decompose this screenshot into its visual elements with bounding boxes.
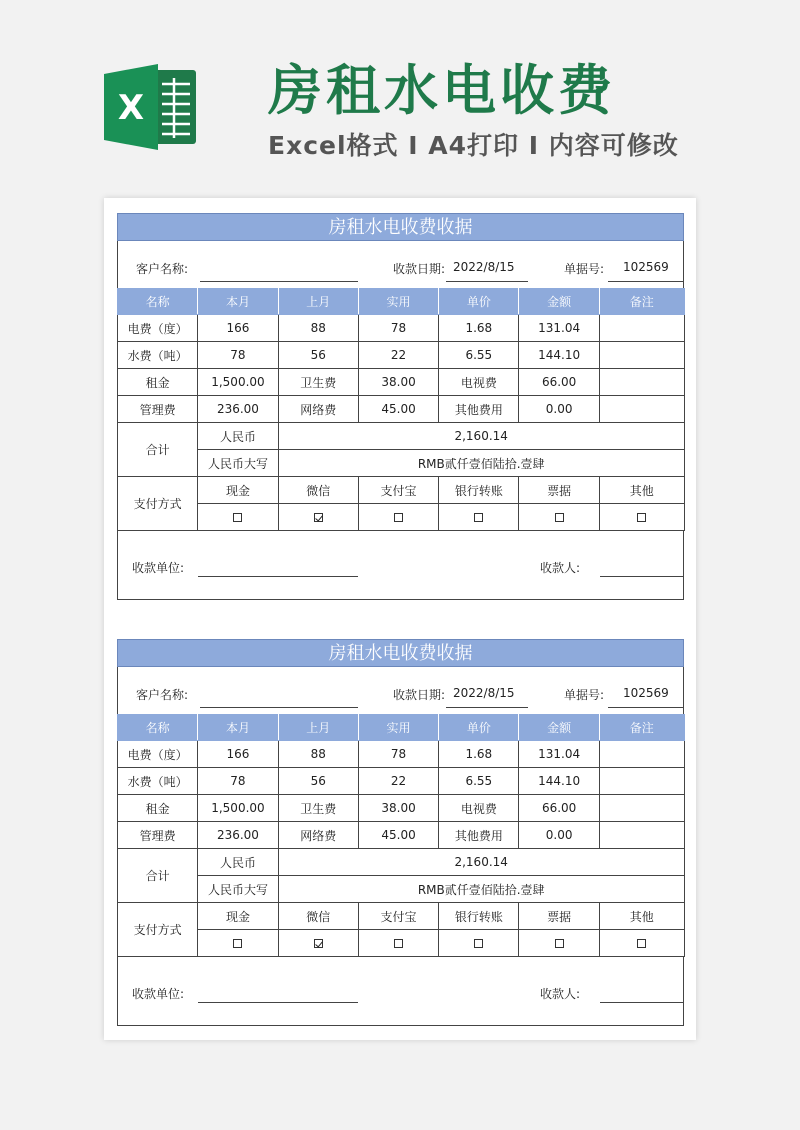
fee-table [117, 288, 685, 531]
table-cell[interactable]: 电视费 [439, 369, 519, 396]
payment-method-label: 票据 [519, 903, 599, 930]
customer-underline [200, 707, 358, 708]
doc-no-label: 单据号: [564, 262, 605, 276]
table-row [118, 741, 685, 768]
payment-checkbox-cell [599, 504, 684, 531]
doc-no-label: 单据号: [564, 688, 605, 702]
checkbox-icon[interactable] [555, 939, 564, 948]
payment-method-row [118, 903, 685, 930]
column-header: 单价 [439, 715, 519, 741]
payee-unit-label: 收款单位: [132, 987, 185, 1001]
payment-checkbox-cell [599, 930, 684, 957]
table-cell[interactable]: 236.00 [198, 822, 278, 849]
page-title: 房租水电收费 [268, 59, 616, 122]
rmb-upper-value[interactable]: RMB贰仟壹佰陆拾.壹肆 [278, 876, 684, 903]
payment-checkbox-cell [439, 930, 519, 957]
payment-method-label: 现金 [198, 477, 278, 504]
column-header: 名称 [118, 715, 198, 741]
column-header: 金额 [519, 289, 599, 315]
payment-checkbox-row [118, 930, 685, 957]
payment-method-label: 银行转账 [439, 477, 519, 504]
payment-checkbox-row [118, 504, 685, 531]
payment-method-row [118, 477, 685, 504]
receipt-form-2 [117, 639, 684, 1026]
doc-no-value[interactable]: 102569 [623, 686, 669, 700]
rmb-upper-label: 人民币大写 [198, 876, 278, 903]
rmb-label: 人民币 [198, 423, 278, 450]
receipt-title: 房租水电收费收据 [117, 213, 684, 241]
table-cell[interactable]: 131.04 [519, 741, 599, 768]
table-cell[interactable]: 6.55 [439, 768, 519, 795]
checkbox-icon[interactable] [474, 513, 483, 522]
column-header: 单价 [439, 289, 519, 315]
table-cell[interactable] [599, 315, 684, 342]
column-header: 备注 [599, 289, 684, 315]
table-cell[interactable]: 166 [198, 315, 278, 342]
payee-unit-label: 收款单位: [132, 561, 185, 575]
doc-no-value[interactable]: 102569 [623, 260, 669, 274]
payment-checkbox-cell [519, 930, 599, 957]
table-cell[interactable]: 78 [358, 315, 438, 342]
total-upper-row [118, 450, 685, 477]
column-header: 金额 [519, 715, 599, 741]
total-row [118, 849, 685, 876]
payment-method-label: 其他 [599, 477, 684, 504]
payment-method-label: 现金 [198, 903, 278, 930]
table-row [118, 822, 685, 849]
table-cell[interactable]: 78 [198, 768, 278, 795]
checkbox-icon[interactable] [637, 513, 646, 522]
payment-method-label: 其他 [599, 903, 684, 930]
excel-logo-icon [104, 62, 200, 152]
column-header: 名称 [118, 289, 198, 315]
table-cell[interactable]: 38.00 [358, 369, 438, 396]
table-cell[interactable]: 0.00 [519, 822, 599, 849]
table-cell[interactable] [599, 768, 684, 795]
table-cell[interactable]: 电视费 [439, 795, 519, 822]
table-cell[interactable]: 144.10 [519, 342, 599, 369]
rmb-value[interactable]: 2,160.14 [278, 423, 684, 450]
column-header: 实用 [358, 289, 438, 315]
payment-checkbox-cell [358, 930, 438, 957]
table-cell[interactable]: 0.00 [519, 396, 599, 423]
svg-text:X: X [117, 88, 145, 128]
payment-checkbox-cell [278, 930, 358, 957]
table-cell[interactable]: 45.00 [358, 396, 438, 423]
date-value[interactable]: 2022/8/15 [453, 686, 515, 700]
date-underline [446, 281, 528, 282]
table-header-row [118, 289, 685, 315]
table-cell[interactable]: 其他费用 [439, 822, 519, 849]
table-cell[interactable]: 租金 [118, 795, 198, 822]
date-underline [446, 707, 528, 708]
customer-underline [200, 281, 358, 282]
customer-label: 客户名称: [136, 688, 189, 702]
table-row [118, 315, 685, 342]
checkbox-icon[interactable] [394, 939, 403, 948]
rmb-upper-value[interactable]: RMB贰仟壹佰陆拾.壹肆 [278, 450, 684, 477]
receipt-info-row [117, 241, 684, 288]
table-cell[interactable]: 56 [278, 342, 358, 369]
payment-method-label: 微信 [278, 903, 358, 930]
table-cell[interactable]: 电费（度） [118, 315, 198, 342]
table-cell[interactable]: 租金 [118, 369, 198, 396]
table-cell[interactable]: 22 [358, 342, 438, 369]
table-cell[interactable]: 45.00 [358, 822, 438, 849]
total-label: 合计 [118, 423, 198, 477]
rmb-upper-label: 人民币大写 [198, 450, 278, 477]
table-cell[interactable]: 88 [278, 741, 358, 768]
checkbox-icon[interactable] [637, 939, 646, 948]
column-header: 备注 [599, 715, 684, 741]
payment-checkbox-cell [519, 504, 599, 531]
table-cell[interactable]: 1.68 [439, 315, 519, 342]
payment-method-label: 支付宝 [358, 903, 438, 930]
payment-method-label: 支付宝 [358, 477, 438, 504]
checkbox-icon[interactable] [555, 513, 564, 522]
payee-label: 收款人: [540, 561, 581, 575]
header-banner [0, 0, 800, 190]
table-cell[interactable] [599, 342, 684, 369]
column-header: 上月 [278, 715, 358, 741]
payment-checkbox-cell [278, 504, 358, 531]
payment-method-label: 票据 [519, 477, 599, 504]
payee-underline[interactable] [600, 576, 684, 577]
table-cell[interactable] [599, 396, 684, 423]
receipt-footer [117, 531, 684, 600]
table-cell[interactable] [599, 741, 684, 768]
table-cell[interactable]: 网络费 [278, 822, 358, 849]
total-label: 合计 [118, 849, 198, 903]
table-cell[interactable]: 66.00 [519, 795, 599, 822]
receipt-title: 房租水电收费收据 [117, 639, 684, 667]
table-cell[interactable]: 56 [278, 768, 358, 795]
receipt-info-row [117, 667, 684, 714]
payee-underline[interactable] [600, 1002, 684, 1003]
table-cell[interactable]: 78 [358, 741, 438, 768]
date-value[interactable]: 2022/8/15 [453, 260, 515, 274]
date-label: 收款日期: [393, 262, 446, 276]
payment-checkbox-cell [198, 504, 278, 531]
payment-method-label: 银行转账 [439, 903, 519, 930]
table-cell[interactable]: 78 [198, 342, 278, 369]
table-cell[interactable]: 22 [358, 768, 438, 795]
table-cell[interactable]: 6.55 [439, 342, 519, 369]
rmb-value[interactable]: 2,160.14 [278, 849, 684, 876]
table-row [118, 768, 685, 795]
column-header: 实用 [358, 715, 438, 741]
fee-table [117, 714, 685, 957]
table-cell[interactable]: 66.00 [519, 369, 599, 396]
table-cell[interactable] [599, 822, 684, 849]
table-cell[interactable]: 1.68 [439, 741, 519, 768]
payment-method-label: 微信 [278, 477, 358, 504]
table-cell[interactable]: 其他费用 [439, 396, 519, 423]
rmb-label: 人民币 [198, 849, 278, 876]
table-cell[interactable]: 电费（度） [118, 741, 198, 768]
payment-label: 支付方式 [118, 477, 198, 531]
table-cell[interactable]: 144.10 [519, 768, 599, 795]
column-header: 本月 [198, 715, 278, 741]
receipt-form-1 [117, 213, 684, 600]
table-cell[interactable]: 管理费 [118, 822, 198, 849]
doc-no-underline [608, 707, 684, 708]
table-header-row [118, 715, 685, 741]
table-cell[interactable] [599, 795, 684, 822]
payee-unit-underline[interactable] [198, 1002, 358, 1003]
table-cell[interactable]: 131.04 [519, 315, 599, 342]
table-cell[interactable]: 水费（吨） [118, 768, 198, 795]
payment-checkbox-cell [358, 504, 438, 531]
checkbox-icon[interactable] [394, 513, 403, 522]
total-upper-row [118, 876, 685, 903]
column-header: 上月 [278, 289, 358, 315]
table-cell[interactable]: 236.00 [198, 396, 278, 423]
date-label: 收款日期: [393, 688, 446, 702]
checkbox-icon[interactable] [233, 513, 242, 522]
table-cell[interactable]: 水费（吨） [118, 342, 198, 369]
table-cell[interactable]: 1,500.00 [198, 369, 278, 396]
total-row [118, 423, 685, 450]
table-cell[interactable]: 166 [198, 741, 278, 768]
payment-checkbox-cell [439, 504, 519, 531]
table-cell[interactable]: 卫生费 [278, 795, 358, 822]
checked-checkbox-icon[interactable] [314, 939, 323, 948]
payee-label: 收款人: [540, 987, 581, 1001]
doc-no-underline [608, 281, 684, 282]
table-cell[interactable]: 卫生费 [278, 369, 358, 396]
column-header: 本月 [198, 289, 278, 315]
table-cell[interactable]: 88 [278, 315, 358, 342]
checkbox-icon[interactable] [233, 939, 242, 948]
table-cell[interactable]: 网络费 [278, 396, 358, 423]
payee-unit-underline[interactable] [198, 576, 358, 577]
table-cell[interactable] [599, 369, 684, 396]
checkbox-icon[interactable] [474, 939, 483, 948]
table-row [118, 795, 685, 822]
table-cell[interactable]: 管理费 [118, 396, 198, 423]
table-row [118, 342, 685, 369]
table-row [118, 396, 685, 423]
table-cell[interactable]: 38.00 [358, 795, 438, 822]
page-subtitle: Excel格式 I A4打印 I 内容可修改 [268, 131, 679, 160]
checked-checkbox-icon[interactable] [314, 513, 323, 522]
payment-checkbox-cell [198, 930, 278, 957]
table-cell[interactable]: 1,500.00 [198, 795, 278, 822]
receipt-footer [117, 957, 684, 1026]
table-row [118, 369, 685, 396]
payment-label: 支付方式 [118, 903, 198, 957]
customer-label: 客户名称: [136, 262, 189, 276]
